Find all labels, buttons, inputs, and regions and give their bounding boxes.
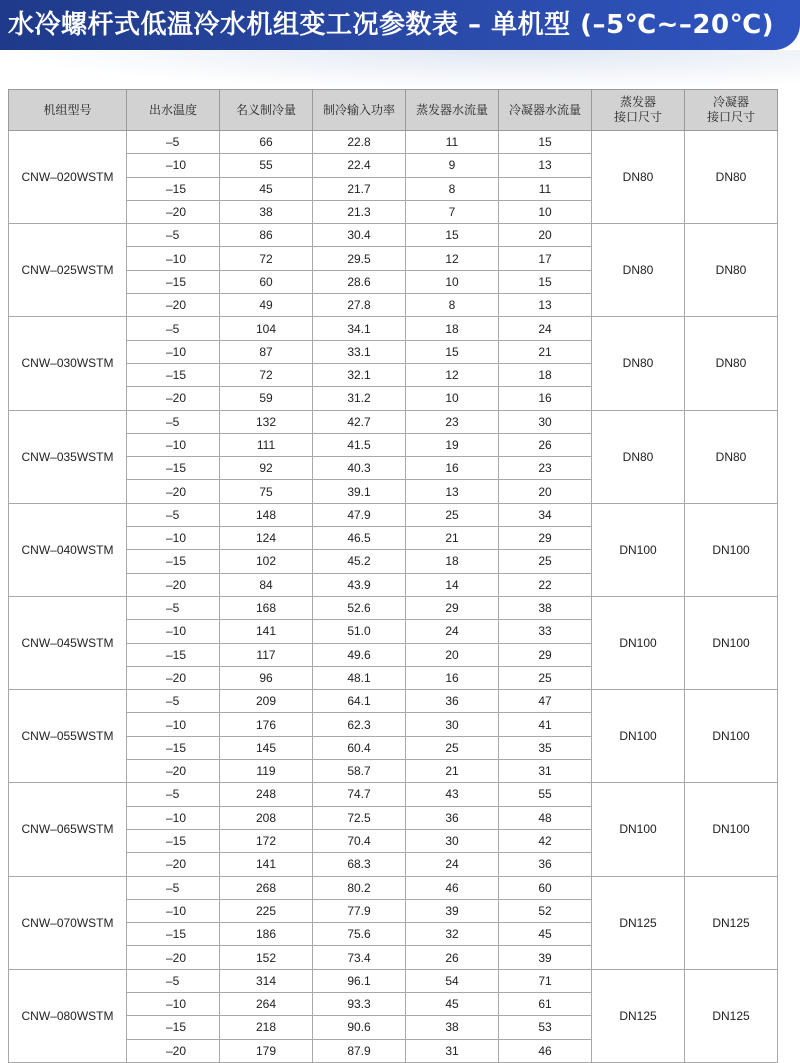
outlet-temp-cell: –10 <box>127 899 220 922</box>
cond-flow-cell: 47 <box>499 690 592 713</box>
input-power-cell: 45.2 <box>313 550 406 573</box>
outlet-temp-cell: –20 <box>127 1039 220 1062</box>
header-input-power: 制冷输入功率 <box>313 90 406 131</box>
cond-flow-cell: 30 <box>499 410 592 433</box>
outlet-temp-cell: –20 <box>127 294 220 317</box>
outlet-temp-cell: –5 <box>127 131 220 154</box>
input-power-cell: 43.9 <box>313 573 406 596</box>
outlet-temp-cell: –5 <box>127 317 220 340</box>
header-cond-size: 冷凝器 接口尺寸 <box>685 90 778 131</box>
cooling-capacity-cell: 314 <box>220 969 313 992</box>
input-power-cell: 48.1 <box>313 666 406 689</box>
input-power-cell: 60.4 <box>313 736 406 759</box>
evap-size-cell: DN125 <box>592 969 685 1062</box>
cond-flow-cell: 17 <box>499 247 592 270</box>
outlet-temp-cell: –10 <box>127 527 220 550</box>
cooling-capacity-cell: 87 <box>220 340 313 363</box>
outlet-temp-cell: –5 <box>127 410 220 433</box>
input-power-cell: 30.4 <box>313 224 406 247</box>
evap-flow-cell: 12 <box>406 247 499 270</box>
cond-size-cell: DN80 <box>685 317 778 410</box>
outlet-temp-cell: –10 <box>127 806 220 829</box>
input-power-cell: 52.6 <box>313 596 406 619</box>
cond-flow-cell: 15 <box>499 131 592 154</box>
input-power-cell: 32.1 <box>313 363 406 386</box>
input-power-cell: 74.7 <box>313 783 406 806</box>
cooling-capacity-cell: 148 <box>220 503 313 526</box>
cond-size-cell: DN80 <box>685 131 778 224</box>
model-cell: CNW–045WSTM <box>9 596 127 689</box>
input-power-cell: 40.3 <box>313 457 406 480</box>
evap-flow-cell: 19 <box>406 433 499 456</box>
evap-flow-cell: 21 <box>406 527 499 550</box>
evap-flow-cell: 9 <box>406 154 499 177</box>
cooling-capacity-cell: 209 <box>220 690 313 713</box>
input-power-cell: 72.5 <box>313 806 406 829</box>
cond-flow-cell: 42 <box>499 829 592 852</box>
evap-flow-cell: 16 <box>406 666 499 689</box>
cooling-capacity-cell: 225 <box>220 899 313 922</box>
input-power-cell: 70.4 <box>313 829 406 852</box>
input-power-cell: 75.6 <box>313 923 406 946</box>
outlet-temp-cell: –20 <box>127 946 220 969</box>
evap-size-cell: DN100 <box>592 783 685 876</box>
cond-size-cell: DN125 <box>685 876 778 969</box>
cond-flow-cell: 25 <box>499 666 592 689</box>
header-evap-size: 蒸发器 接口尺寸 <box>592 90 685 131</box>
input-power-cell: 47.9 <box>313 503 406 526</box>
input-power-cell: 41.5 <box>313 433 406 456</box>
model-cell: CNW–065WSTM <box>9 783 127 876</box>
outlet-temp-cell: –10 <box>127 620 220 643</box>
table-row <box>9 690 778 713</box>
cond-flow-cell: 48 <box>499 806 592 829</box>
outlet-temp-cell: –20 <box>127 666 220 689</box>
cond-flow-cell: 18 <box>499 363 592 386</box>
cooling-capacity-cell: 86 <box>220 224 313 247</box>
evap-flow-cell: 25 <box>406 736 499 759</box>
evap-flow-cell: 21 <box>406 760 499 783</box>
cond-flow-cell: 25 <box>499 550 592 573</box>
outlet-temp-cell: –20 <box>127 200 220 223</box>
cond-flow-cell: 41 <box>499 713 592 736</box>
input-power-cell: 21.7 <box>313 177 406 200</box>
evap-flow-cell: 8 <box>406 177 499 200</box>
evap-flow-cell: 8 <box>406 294 499 317</box>
cond-flow-cell: 53 <box>499 1016 592 1039</box>
cond-size-cell: DN100 <box>685 690 778 783</box>
cond-flow-cell: 39 <box>499 946 592 969</box>
evap-size-cell: DN100 <box>592 503 685 596</box>
input-power-cell: 31.2 <box>313 387 406 410</box>
evap-flow-cell: 11 <box>406 131 499 154</box>
outlet-temp-cell: –5 <box>127 596 220 619</box>
cond-flow-cell: 61 <box>499 992 592 1015</box>
input-power-cell: 34.1 <box>313 317 406 340</box>
cooling-capacity-cell: 66 <box>220 131 313 154</box>
outlet-temp-cell: –10 <box>127 154 220 177</box>
cooling-capacity-cell: 104 <box>220 317 313 340</box>
cooling-capacity-cell: 145 <box>220 736 313 759</box>
cond-flow-cell: 20 <box>499 224 592 247</box>
table-row <box>9 596 778 619</box>
table-row <box>9 503 778 526</box>
cond-flow-cell: 52 <box>499 899 592 922</box>
cond-flow-cell: 55 <box>499 783 592 806</box>
cond-flow-cell: 11 <box>499 177 592 200</box>
cond-flow-cell: 16 <box>499 387 592 410</box>
outlet-temp-cell: –15 <box>127 457 220 480</box>
input-power-cell: 42.7 <box>313 410 406 433</box>
header-outlet-temp: 出水温度 <box>127 90 220 131</box>
outlet-temp-cell: –5 <box>127 690 220 713</box>
input-power-cell: 29.5 <box>313 247 406 270</box>
evap-size-cell: DN80 <box>592 224 685 317</box>
evap-flow-cell: 10 <box>406 387 499 410</box>
cond-size-cell: DN100 <box>685 503 778 596</box>
evap-flow-cell: 45 <box>406 992 499 1015</box>
parameter-table <box>8 89 778 1063</box>
cooling-capacity-cell: 176 <box>220 713 313 736</box>
evap-flow-cell: 7 <box>406 200 499 223</box>
evap-flow-cell: 10 <box>406 270 499 293</box>
table-row <box>9 317 778 340</box>
cooling-capacity-cell: 72 <box>220 363 313 386</box>
input-power-cell: 96.1 <box>313 969 406 992</box>
outlet-temp-cell: –5 <box>127 503 220 526</box>
model-cell: CNW–020WSTM <box>9 131 127 224</box>
cond-flow-cell: 46 <box>499 1039 592 1062</box>
decorative-swoosh <box>0 50 800 88</box>
input-power-cell: 28.6 <box>313 270 406 293</box>
evap-size-cell: DN100 <box>592 690 685 783</box>
evap-flow-cell: 15 <box>406 224 499 247</box>
input-power-cell: 46.5 <box>313 527 406 550</box>
evap-flow-cell: 20 <box>406 643 499 666</box>
cond-flow-cell: 45 <box>499 923 592 946</box>
input-power-cell: 27.8 <box>313 294 406 317</box>
evap-size-cell: DN100 <box>592 596 685 689</box>
table-row <box>9 969 778 992</box>
cooling-capacity-cell: 60 <box>220 270 313 293</box>
model-cell: CNW–030WSTM <box>9 317 127 410</box>
cond-flow-cell: 15 <box>499 270 592 293</box>
table-row <box>9 224 778 247</box>
outlet-temp-cell: –20 <box>127 573 220 596</box>
model-cell: CNW–070WSTM <box>9 876 127 969</box>
input-power-cell: 80.2 <box>313 876 406 899</box>
outlet-temp-cell: –15 <box>127 270 220 293</box>
outlet-temp-cell: –10 <box>127 713 220 736</box>
cooling-capacity-cell: 49 <box>220 294 313 317</box>
cond-flow-cell: 20 <box>499 480 592 503</box>
evap-flow-cell: 38 <box>406 1016 499 1039</box>
cooling-capacity-cell: 132 <box>220 410 313 433</box>
outlet-temp-cell: –5 <box>127 969 220 992</box>
input-power-cell: 51.0 <box>313 620 406 643</box>
cond-flow-cell: 29 <box>499 527 592 550</box>
cooling-capacity-cell: 119 <box>220 760 313 783</box>
cond-flow-cell: 26 <box>499 433 592 456</box>
cond-flow-cell: 22 <box>499 573 592 596</box>
cond-flow-cell: 71 <box>499 969 592 992</box>
input-power-cell: 77.9 <box>313 899 406 922</box>
header-model: 机组型号 <box>9 90 127 131</box>
cond-flow-cell: 21 <box>499 340 592 363</box>
cond-size-cell: DN100 <box>685 783 778 876</box>
cond-size-cell: DN100 <box>685 596 778 689</box>
outlet-temp-cell: –5 <box>127 876 220 899</box>
evap-flow-cell: 15 <box>406 340 499 363</box>
cooling-capacity-cell: 45 <box>220 177 313 200</box>
input-power-cell: 22.8 <box>313 131 406 154</box>
outlet-temp-cell: –10 <box>127 992 220 1015</box>
cooling-capacity-cell: 208 <box>220 806 313 829</box>
cooling-capacity-cell: 111 <box>220 433 313 456</box>
header-evap-flow: 蒸发器水流量 <box>406 90 499 131</box>
outlet-temp-cell: –15 <box>127 177 220 200</box>
input-power-cell: 49.6 <box>313 643 406 666</box>
cooling-capacity-cell: 141 <box>220 620 313 643</box>
input-power-cell: 62.3 <box>313 713 406 736</box>
evap-flow-cell: 30 <box>406 829 499 852</box>
table-row <box>9 410 778 433</box>
cond-size-cell: DN80 <box>685 224 778 317</box>
table-row <box>9 876 778 899</box>
model-cell: CNW–040WSTM <box>9 503 127 596</box>
header-cooling-capacity: 名义制冷量 <box>220 90 313 131</box>
evap-flow-cell: 12 <box>406 363 499 386</box>
input-power-cell: 87.9 <box>313 1039 406 1062</box>
outlet-temp-cell: –10 <box>127 340 220 363</box>
evap-flow-cell: 18 <box>406 317 499 340</box>
evap-flow-cell: 24 <box>406 853 499 876</box>
cooling-capacity-cell: 179 <box>220 1039 313 1062</box>
table-header <box>9 90 778 131</box>
model-cell: CNW–025WSTM <box>9 224 127 317</box>
input-power-cell: 68.3 <box>313 853 406 876</box>
evap-flow-cell: 54 <box>406 969 499 992</box>
cond-size-cell: DN80 <box>685 410 778 503</box>
input-power-cell: 93.3 <box>313 992 406 1015</box>
header-cond-flow: 冷凝器水流量 <box>499 90 592 131</box>
input-power-cell: 33.1 <box>313 340 406 363</box>
cooling-capacity-cell: 172 <box>220 829 313 852</box>
evap-flow-cell: 32 <box>406 923 499 946</box>
evap-flow-cell: 30 <box>406 713 499 736</box>
cond-flow-cell: 33 <box>499 620 592 643</box>
cond-size-cell: DN125 <box>685 969 778 1062</box>
evap-flow-cell: 18 <box>406 550 499 573</box>
cond-flow-cell: 13 <box>499 154 592 177</box>
cooling-capacity-cell: 84 <box>220 573 313 596</box>
cond-flow-cell: 31 <box>499 760 592 783</box>
evap-flow-cell: 39 <box>406 899 499 922</box>
outlet-temp-cell: –10 <box>127 247 220 270</box>
cooling-capacity-cell: 186 <box>220 923 313 946</box>
outlet-temp-cell: –5 <box>127 224 220 247</box>
page-title: 水冷螺杆式低温冷水机组变工况参数表 – 单机型 (–5℃~–20℃) <box>8 10 774 40</box>
cond-flow-cell: 38 <box>499 596 592 619</box>
input-power-cell: 22.4 <box>313 154 406 177</box>
cooling-capacity-cell: 268 <box>220 876 313 899</box>
model-cell: CNW–035WSTM <box>9 410 127 503</box>
outlet-temp-cell: –20 <box>127 387 220 410</box>
input-power-cell: 64.1 <box>313 690 406 713</box>
title-banner <box>0 0 800 50</box>
input-power-cell: 39.1 <box>313 480 406 503</box>
evap-flow-cell: 29 <box>406 596 499 619</box>
evap-size-cell: DN80 <box>592 131 685 224</box>
cond-flow-cell: 10 <box>499 200 592 223</box>
cond-flow-cell: 35 <box>499 736 592 759</box>
header-row <box>9 90 778 131</box>
cooling-capacity-cell: 72 <box>220 247 313 270</box>
evap-flow-cell: 24 <box>406 620 499 643</box>
evap-flow-cell: 36 <box>406 806 499 829</box>
cooling-capacity-cell: 55 <box>220 154 313 177</box>
outlet-temp-cell: –15 <box>127 1016 220 1039</box>
cooling-capacity-cell: 124 <box>220 527 313 550</box>
outlet-temp-cell: –15 <box>127 643 220 666</box>
evap-flow-cell: 23 <box>406 410 499 433</box>
cond-flow-cell: 13 <box>499 294 592 317</box>
outlet-temp-cell: –15 <box>127 363 220 386</box>
cooling-capacity-cell: 75 <box>220 480 313 503</box>
model-cell: CNW–080WSTM <box>9 969 127 1062</box>
table-body <box>9 131 778 1063</box>
evap-flow-cell: 13 <box>406 480 499 503</box>
evap-flow-cell: 46 <box>406 876 499 899</box>
outlet-temp-cell: –15 <box>127 550 220 573</box>
outlet-temp-cell: –20 <box>127 480 220 503</box>
evap-flow-cell: 31 <box>406 1039 499 1062</box>
cooling-capacity-cell: 264 <box>220 992 313 1015</box>
evap-flow-cell: 36 <box>406 690 499 713</box>
outlet-temp-cell: –20 <box>127 853 220 876</box>
cooling-capacity-cell: 59 <box>220 387 313 410</box>
outlet-temp-cell: –5 <box>127 783 220 806</box>
cond-flow-cell: 60 <box>499 876 592 899</box>
cooling-capacity-cell: 96 <box>220 666 313 689</box>
cond-flow-cell: 34 <box>499 503 592 526</box>
cond-flow-cell: 29 <box>499 643 592 666</box>
evap-flow-cell: 14 <box>406 573 499 596</box>
input-power-cell: 73.4 <box>313 946 406 969</box>
model-cell: CNW–055WSTM <box>9 690 127 783</box>
cooling-capacity-cell: 248 <box>220 783 313 806</box>
evap-flow-cell: 26 <box>406 946 499 969</box>
cooling-capacity-cell: 117 <box>220 643 313 666</box>
input-power-cell: 21.3 <box>313 200 406 223</box>
evap-flow-cell: 25 <box>406 503 499 526</box>
cooling-capacity-cell: 168 <box>220 596 313 619</box>
outlet-temp-cell: –15 <box>127 923 220 946</box>
table-row <box>9 783 778 806</box>
cooling-capacity-cell: 141 <box>220 853 313 876</box>
outlet-temp-cell: –20 <box>127 760 220 783</box>
input-power-cell: 58.7 <box>313 760 406 783</box>
outlet-temp-cell: –15 <box>127 829 220 852</box>
evap-size-cell: DN125 <box>592 876 685 969</box>
evap-flow-cell: 16 <box>406 457 499 480</box>
cooling-capacity-cell: 152 <box>220 946 313 969</box>
cond-flow-cell: 23 <box>499 457 592 480</box>
outlet-temp-cell: –10 <box>127 433 220 456</box>
cond-flow-cell: 36 <box>499 853 592 876</box>
table-row <box>9 131 778 154</box>
input-power-cell: 90.6 <box>313 1016 406 1039</box>
evap-size-cell: DN80 <box>592 317 685 410</box>
evap-flow-cell: 43 <box>406 783 499 806</box>
cooling-capacity-cell: 102 <box>220 550 313 573</box>
outlet-temp-cell: –15 <box>127 736 220 759</box>
cond-flow-cell: 24 <box>499 317 592 340</box>
evap-size-cell: DN80 <box>592 410 685 503</box>
cooling-capacity-cell: 218 <box>220 1016 313 1039</box>
cooling-capacity-cell: 38 <box>220 200 313 223</box>
cooling-capacity-cell: 92 <box>220 457 313 480</box>
